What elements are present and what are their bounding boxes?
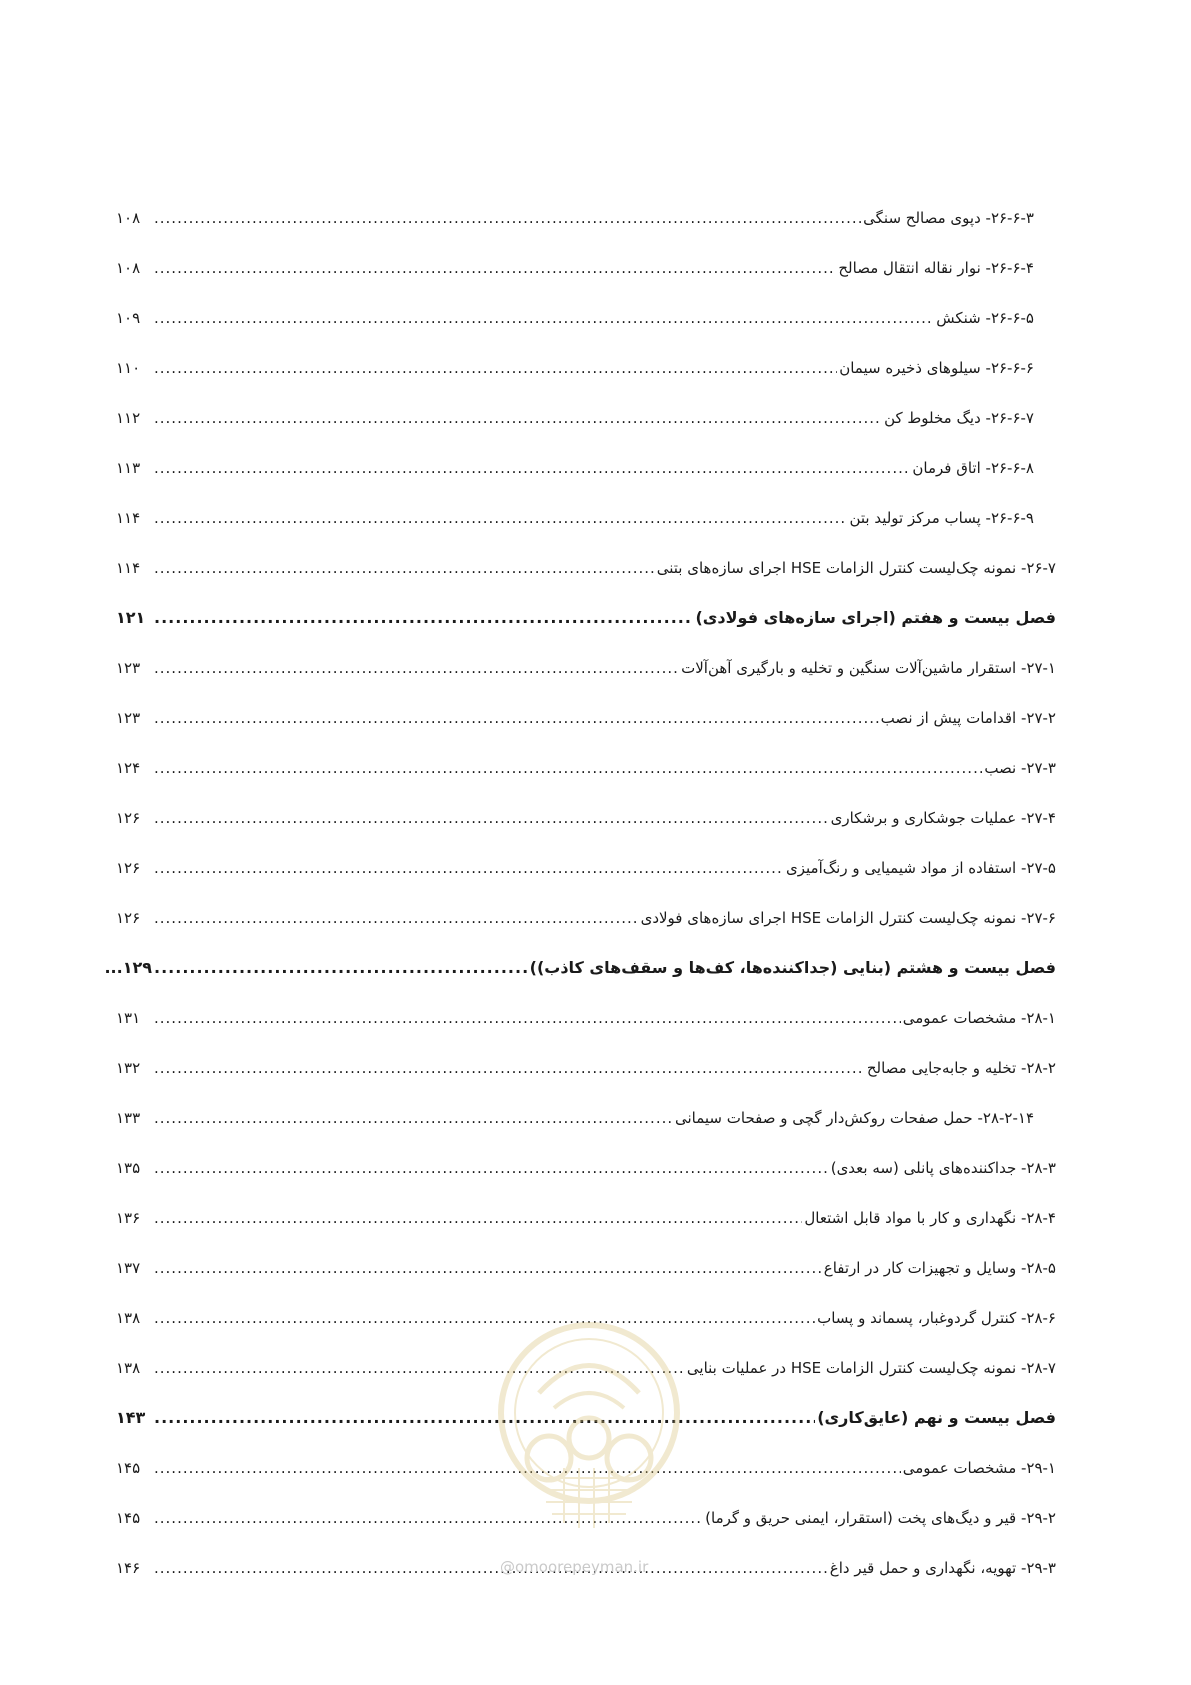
toc-entry-title: ۲۷-۵- استفاده از مواد شیمیایی و رنگ‌آمیزی bbox=[786, 859, 1056, 877]
toc-page-number: ۱۲۶ bbox=[116, 809, 141, 827]
dot-leader bbox=[154, 1306, 815, 1330]
toc-entry-title: ۲۷-۳- نصب bbox=[984, 759, 1056, 777]
toc-chapter-row[interactable] bbox=[104, 956, 1056, 1006]
dot-leader bbox=[154, 206, 861, 230]
toc-entry-title: ۲۶-۶-۷- دیگ مخلوط کن bbox=[884, 409, 1034, 427]
toc-entry-title: فصل بیست و نهم (عایق‌کاری) bbox=[817, 1408, 1056, 1427]
dot-leader bbox=[154, 906, 639, 930]
dot-leader bbox=[154, 706, 879, 730]
toc-entry-row[interactable] bbox=[116, 256, 1056, 306]
toc-entry-title: ۲۶-۶-۹- پساب مرکز تولید بتن bbox=[849, 509, 1034, 527]
toc-entry-title: ۲۷-۲- اقدامات پیش از نصب bbox=[880, 709, 1056, 727]
toc-page-number: ۱۱۴ bbox=[116, 559, 141, 577]
dot-leader bbox=[154, 1556, 828, 1580]
dot-leader bbox=[154, 306, 934, 330]
toc-entry-title: ۲۸-۶- کنترل گردوغبار، پسماند و پساب bbox=[817, 1309, 1056, 1327]
dot-leader bbox=[154, 256, 836, 280]
toc-entry-row[interactable] bbox=[116, 706, 1056, 756]
toc-entry-title: ۲۶-۶-۳- دپوی مصالح سنگی bbox=[863, 209, 1034, 227]
watermark-text: @omoorepeyman.ir bbox=[500, 1558, 649, 1576]
toc-entry-row[interactable] bbox=[116, 806, 1056, 856]
toc-entry-row[interactable] bbox=[116, 406, 1056, 456]
toc-entry-title: ۲۹-۳- تهویه، نگهداری و حمل قیر داغ bbox=[829, 1559, 1056, 1577]
toc-entry-title: ۲۸-۲-۱۴- حمل صفحات روکش‌دار گچی و صفحات سیمانی bbox=[674, 1109, 1034, 1127]
toc-entry-title: فصل بیست و هشتم (بنایی (جداکننده‌ها، کف‌ها و سقف‌های کاذب)) bbox=[529, 958, 1056, 977]
toc-entry-row[interactable] bbox=[116, 1206, 1056, 1256]
dot-leader bbox=[154, 1056, 865, 1080]
toc-page-number: ۱۴۵ bbox=[116, 1459, 141, 1477]
toc-chapter-row[interactable] bbox=[116, 606, 1056, 656]
toc-entry-title: ۲۸-۳- جداکننده‌های پانلی (سه بعدی) bbox=[830, 1159, 1056, 1177]
toc-page-number: ۱۳۷ bbox=[116, 1259, 141, 1277]
toc-entry-title: فصل بیست و هفتم (اجرای سازه‌های فولادی) bbox=[695, 608, 1056, 627]
toc-entry-title: ۲۸-۱- مشخصات عمومی bbox=[902, 1009, 1056, 1027]
toc-page-number: ۱۳۳ bbox=[116, 1109, 141, 1127]
dot-leader bbox=[154, 1006, 901, 1030]
dot-leader bbox=[154, 806, 829, 830]
toc-page-number: ۱۲۶ bbox=[116, 859, 141, 877]
toc-page-number: ۱۲۹... bbox=[104, 958, 152, 977]
toc-entry-title: ۲۶-۶-۶- سیلوهای ذخیره سیمان bbox=[839, 359, 1034, 377]
dot-leader bbox=[154, 1156, 829, 1180]
dot-leader bbox=[154, 556, 655, 580]
toc-entry-title: ۲۷-۶- نمونه چک‌لیست کنترل الزامات HSE اجرای سازه‌های فولادی bbox=[640, 909, 1056, 927]
toc-page-number: ۱۳۵ bbox=[116, 1159, 141, 1177]
toc-page-number: ۱۰۹ bbox=[116, 309, 141, 327]
toc-entry-row[interactable] bbox=[116, 1106, 1056, 1156]
toc-entry-row[interactable] bbox=[116, 506, 1056, 556]
toc-page-number: ۱۴۶ bbox=[116, 1559, 141, 1577]
dot-leader bbox=[154, 506, 847, 530]
toc-page-number: ۱۴۵ bbox=[116, 1509, 141, 1527]
toc-entry-row[interactable] bbox=[116, 906, 1056, 956]
toc-entry-row[interactable] bbox=[116, 756, 1056, 806]
toc-page-number: ۱۲۴ bbox=[116, 759, 141, 777]
dot-leader bbox=[154, 606, 693, 630]
dot-leader bbox=[154, 756, 982, 780]
toc-entry-title: ۲۸-۴- نگهداری و کار با مواد قابل اشتعال bbox=[804, 1209, 1056, 1227]
toc-entry-row[interactable] bbox=[116, 656, 1056, 706]
toc-entry-title: ۲۸-۲- تخلیه و جابه‌جایی مصالح bbox=[866, 1059, 1056, 1077]
toc-page-number: ۱۳۸ bbox=[116, 1309, 141, 1327]
toc-page-number: ۱۴۳ bbox=[116, 1408, 146, 1427]
dot-leader bbox=[154, 956, 528, 980]
dot-leader bbox=[154, 406, 882, 430]
toc-entry-row[interactable] bbox=[116, 1256, 1056, 1306]
toc-entry-title: ۲۶-۷- نمونه چک‌لیست کنترل الزامات HSE اجرای سازه‌های بتنی bbox=[656, 559, 1056, 577]
toc-entry-title: ۲۷-۴- عملیات جوشکاری و برشکاری bbox=[830, 809, 1056, 827]
toc-page-number: ۱۳۶ bbox=[116, 1209, 141, 1227]
toc-page-number: ۱۲۳ bbox=[116, 709, 141, 727]
dot-leader bbox=[154, 1256, 822, 1280]
dot-leader bbox=[154, 456, 910, 480]
toc-entry-row[interactable] bbox=[116, 206, 1056, 256]
toc-page-number: ۱۱۰ bbox=[116, 359, 141, 377]
toc-entry-title: ۲۶-۶-۵- شنکش bbox=[936, 309, 1034, 327]
dot-leader bbox=[154, 656, 679, 680]
toc-entry-row[interactable] bbox=[116, 1156, 1056, 1206]
dot-leader bbox=[154, 1106, 673, 1130]
toc-entry-row[interactable] bbox=[116, 456, 1056, 506]
toc-page-number: ۱۱۴ bbox=[116, 509, 141, 527]
toc-page-number: ۱۳۱ bbox=[116, 1009, 141, 1027]
toc-page-number: ۱۳۲ bbox=[116, 1059, 141, 1077]
toc-page-number: ۱۲۳ bbox=[116, 659, 141, 677]
toc-entry-title: ۲۸-۵- وسایل و تجهیزات کار در ارتفاع bbox=[823, 1259, 1056, 1277]
toc-entry-row[interactable] bbox=[116, 356, 1056, 406]
toc-page-number: ۱۱۳ bbox=[116, 459, 141, 477]
toc-entry-row[interactable] bbox=[116, 306, 1056, 356]
dot-leader bbox=[154, 1406, 815, 1430]
toc-entry-row[interactable] bbox=[116, 556, 1056, 606]
toc-entry-title: ۲۹-۱- مشخصات عمومی bbox=[902, 1459, 1056, 1477]
dot-leader bbox=[154, 856, 784, 880]
toc-entry-title: ۲۹-۲- قیر و دیگ‌های پخت (استقرار، ایمنی حریق و گرما) bbox=[705, 1509, 1056, 1527]
toc-page-number: ۱۲۱ bbox=[116, 608, 146, 627]
toc-page-number: ۱۳۸ bbox=[116, 1359, 141, 1377]
toc-entry-row[interactable] bbox=[116, 1006, 1056, 1056]
toc-entry-row[interactable] bbox=[116, 856, 1056, 906]
toc-page-number: ۱۰۸ bbox=[116, 209, 141, 227]
toc-entry-title: ۲۶-۶-۸- اتاق فرمان bbox=[912, 459, 1034, 477]
watermark-logo-icon bbox=[494, 1318, 684, 1558]
toc-entry-title: ۲۶-۶-۴- نوار نقاله انتقال مصالح bbox=[838, 259, 1034, 277]
toc-entry-title: ۲۸-۷- نمونه چک‌لیست کنترل الزامات HSE در عملیات بنایی bbox=[686, 1359, 1056, 1377]
toc-page-number: ۱۱۲ bbox=[116, 409, 141, 427]
toc-entry-row[interactable] bbox=[116, 1056, 1056, 1106]
toc-page-number: ۱۰۸ bbox=[116, 259, 141, 277]
toc-entry-title: ۲۷-۱- استقرار ماشین‌آلات سنگین و تخلیه و بارگیری آهن‌آلات bbox=[681, 659, 1056, 677]
dot-leader bbox=[154, 356, 837, 380]
dot-leader bbox=[154, 1206, 802, 1230]
toc-page-number: ۱۲۶ bbox=[116, 909, 141, 927]
